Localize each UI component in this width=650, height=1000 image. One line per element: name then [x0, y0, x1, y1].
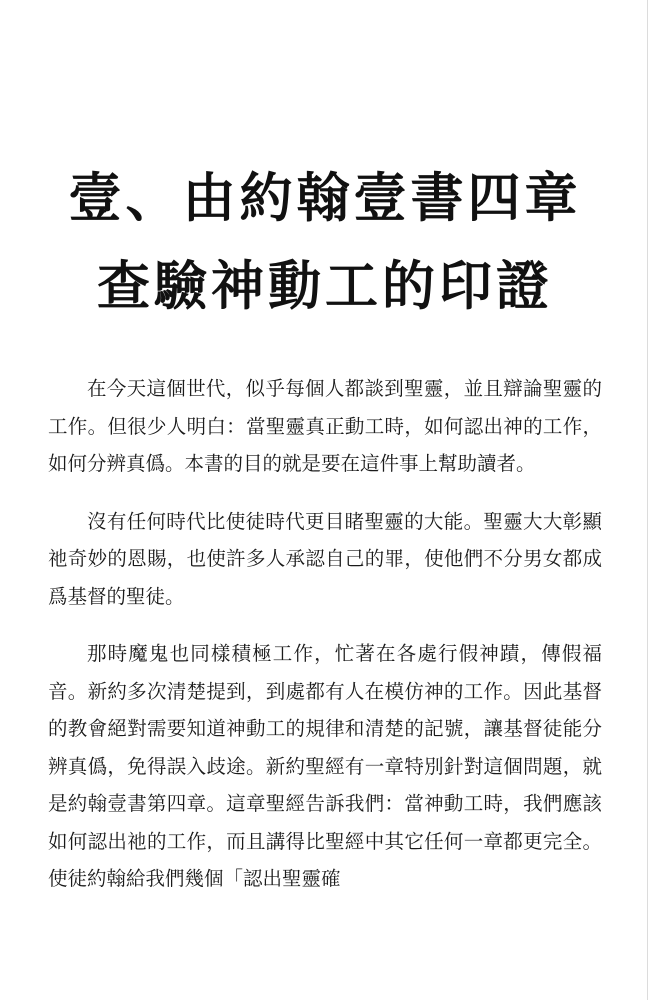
chapter-title-line-1: 壹、由約翰壹書四章: [68, 167, 582, 229]
page-edge-line: [647, 0, 648, 1000]
chapter-title-line-2: 查驗神動工的印證: [97, 255, 553, 317]
paragraph-3: 那時魔鬼也同樣積極工作，忙著在各處行假神蹟，傳假福音。新約多次清楚提到，到處都有人在模仿神的工作。因此基督的教會絕對需要知道神動工的規律和清楚的記號，讓基督徒能分辨真僞，免得誤入歧途。新約聖經有一章特別針對這個問題，就是約翰壹書第四章。這章聖經告訴我們：當神動工時，我們應該如何認出祂的工作，而且講得比聖經中其它任何一章都更完全。使徒約翰給我們幾個「認出聖靈確: [48, 642, 602, 890]
paragraph-1: 在今天這個世代，似乎每個人都談到聖靈，並且辯論聖靈的工作。但很少人明白：當聖靈真正動工時，如何認出神的工作，如何分辨真僞。本書的目的就是要在這件事上幫助讀者。: [48, 377, 602, 475]
body-text: [48, 370, 602, 918]
paragraph-2: 沒有任何時代比使徒時代更目睹聖靈的大能。聖靈大大彰顯祂奇妙的恩賜，也使許多人承認自己的罪，使他們不分男女都成爲基督的聖徒。: [48, 509, 602, 608]
